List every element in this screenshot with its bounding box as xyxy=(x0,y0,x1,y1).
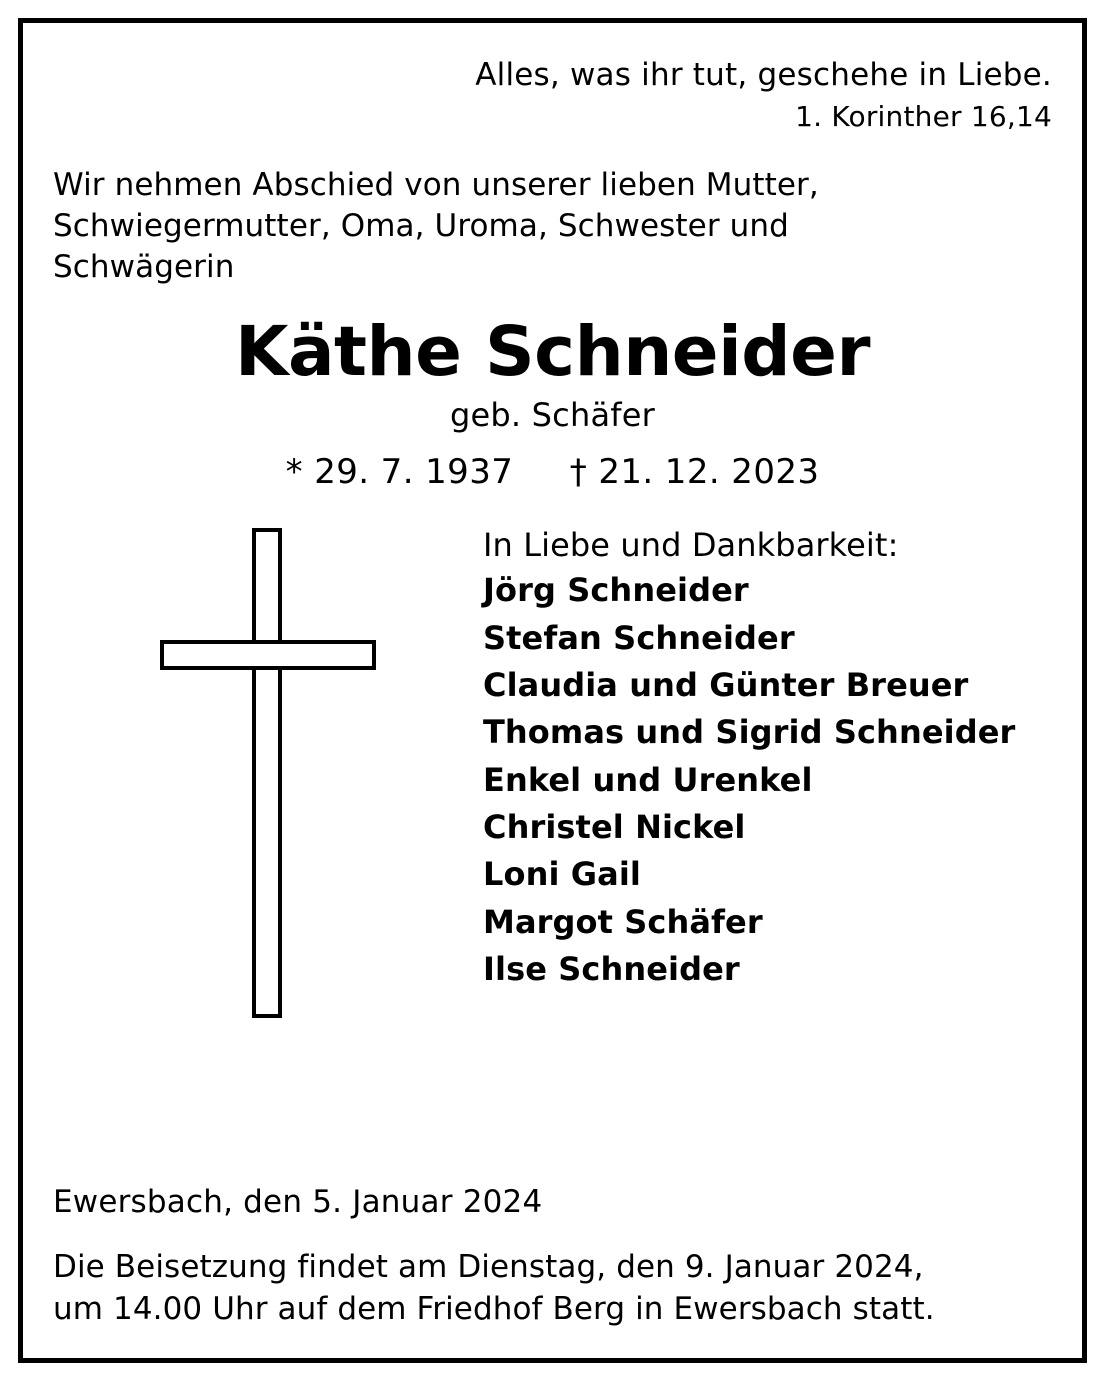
birth-symbol: * xyxy=(285,452,303,493)
bible-verse-block xyxy=(53,57,1052,135)
burial-line-1: Die Beisetzung findet am Dienstag, den 9. Januar 2024, xyxy=(53,1248,924,1285)
mourner-name: Jörg Schneider xyxy=(483,571,749,610)
mourner-name: Claudia und Günter Breuer xyxy=(483,665,969,704)
cross-and-mourners xyxy=(53,522,1052,1018)
christian-cross-icon xyxy=(160,528,376,1018)
mourner-name: Ilse Schneider xyxy=(483,950,740,989)
deceased-name: Käthe Schneider xyxy=(235,311,870,392)
notice-footer xyxy=(53,1184,1052,1336)
intro-text xyxy=(53,165,1052,288)
burial-line-2: um 14.00 Uhr auf dem Friedhof Berg in Ewersbach statt. xyxy=(53,1290,935,1327)
cross-container xyxy=(53,522,483,1018)
cross-joint xyxy=(256,644,278,666)
verse-text: Alles, was ihr tut, geschehe in Liebe. xyxy=(475,57,1052,93)
mourner-name: Loni Gail xyxy=(483,855,641,894)
mourners-title: In Liebe und Dankbarkeit: xyxy=(483,526,899,565)
deceased-name-block xyxy=(53,311,1052,493)
mourner-name: Margot Schäfer xyxy=(483,902,763,941)
place-and-date: Ewersbach, den 5. Januar 2024 xyxy=(53,1183,543,1220)
mourner-name: Stefan Schneider xyxy=(483,618,795,657)
intro-line-2: Schwiegermutter, Oma, Uroma, Schwester und xyxy=(53,208,789,245)
mourner-name: Enkel und Urenkel xyxy=(483,760,813,799)
mourners-list xyxy=(483,522,1052,993)
death-symbol: † xyxy=(569,452,588,493)
intro-line-1: Wir nehmen Abschied von unserer lieben Mutter, xyxy=(53,167,819,204)
burial-info xyxy=(53,1246,1052,1330)
life-dates xyxy=(53,452,1052,492)
cross-vertical-beam xyxy=(252,528,282,1018)
intro-line-3: Schwägerin xyxy=(53,249,235,286)
verse-reference: 1. Korinther 16,14 xyxy=(795,99,1052,133)
mourner-name: Christel Nickel xyxy=(483,808,746,847)
notice-border-frame xyxy=(18,18,1087,1363)
deceased-maiden-name: geb. Schäfer xyxy=(450,396,655,435)
death-date: 21. 12. 2023 xyxy=(598,452,820,493)
birth-date: 29. 7. 1937 xyxy=(314,452,514,493)
mourner-name: Thomas und Sigrid Schneider xyxy=(483,713,1016,752)
